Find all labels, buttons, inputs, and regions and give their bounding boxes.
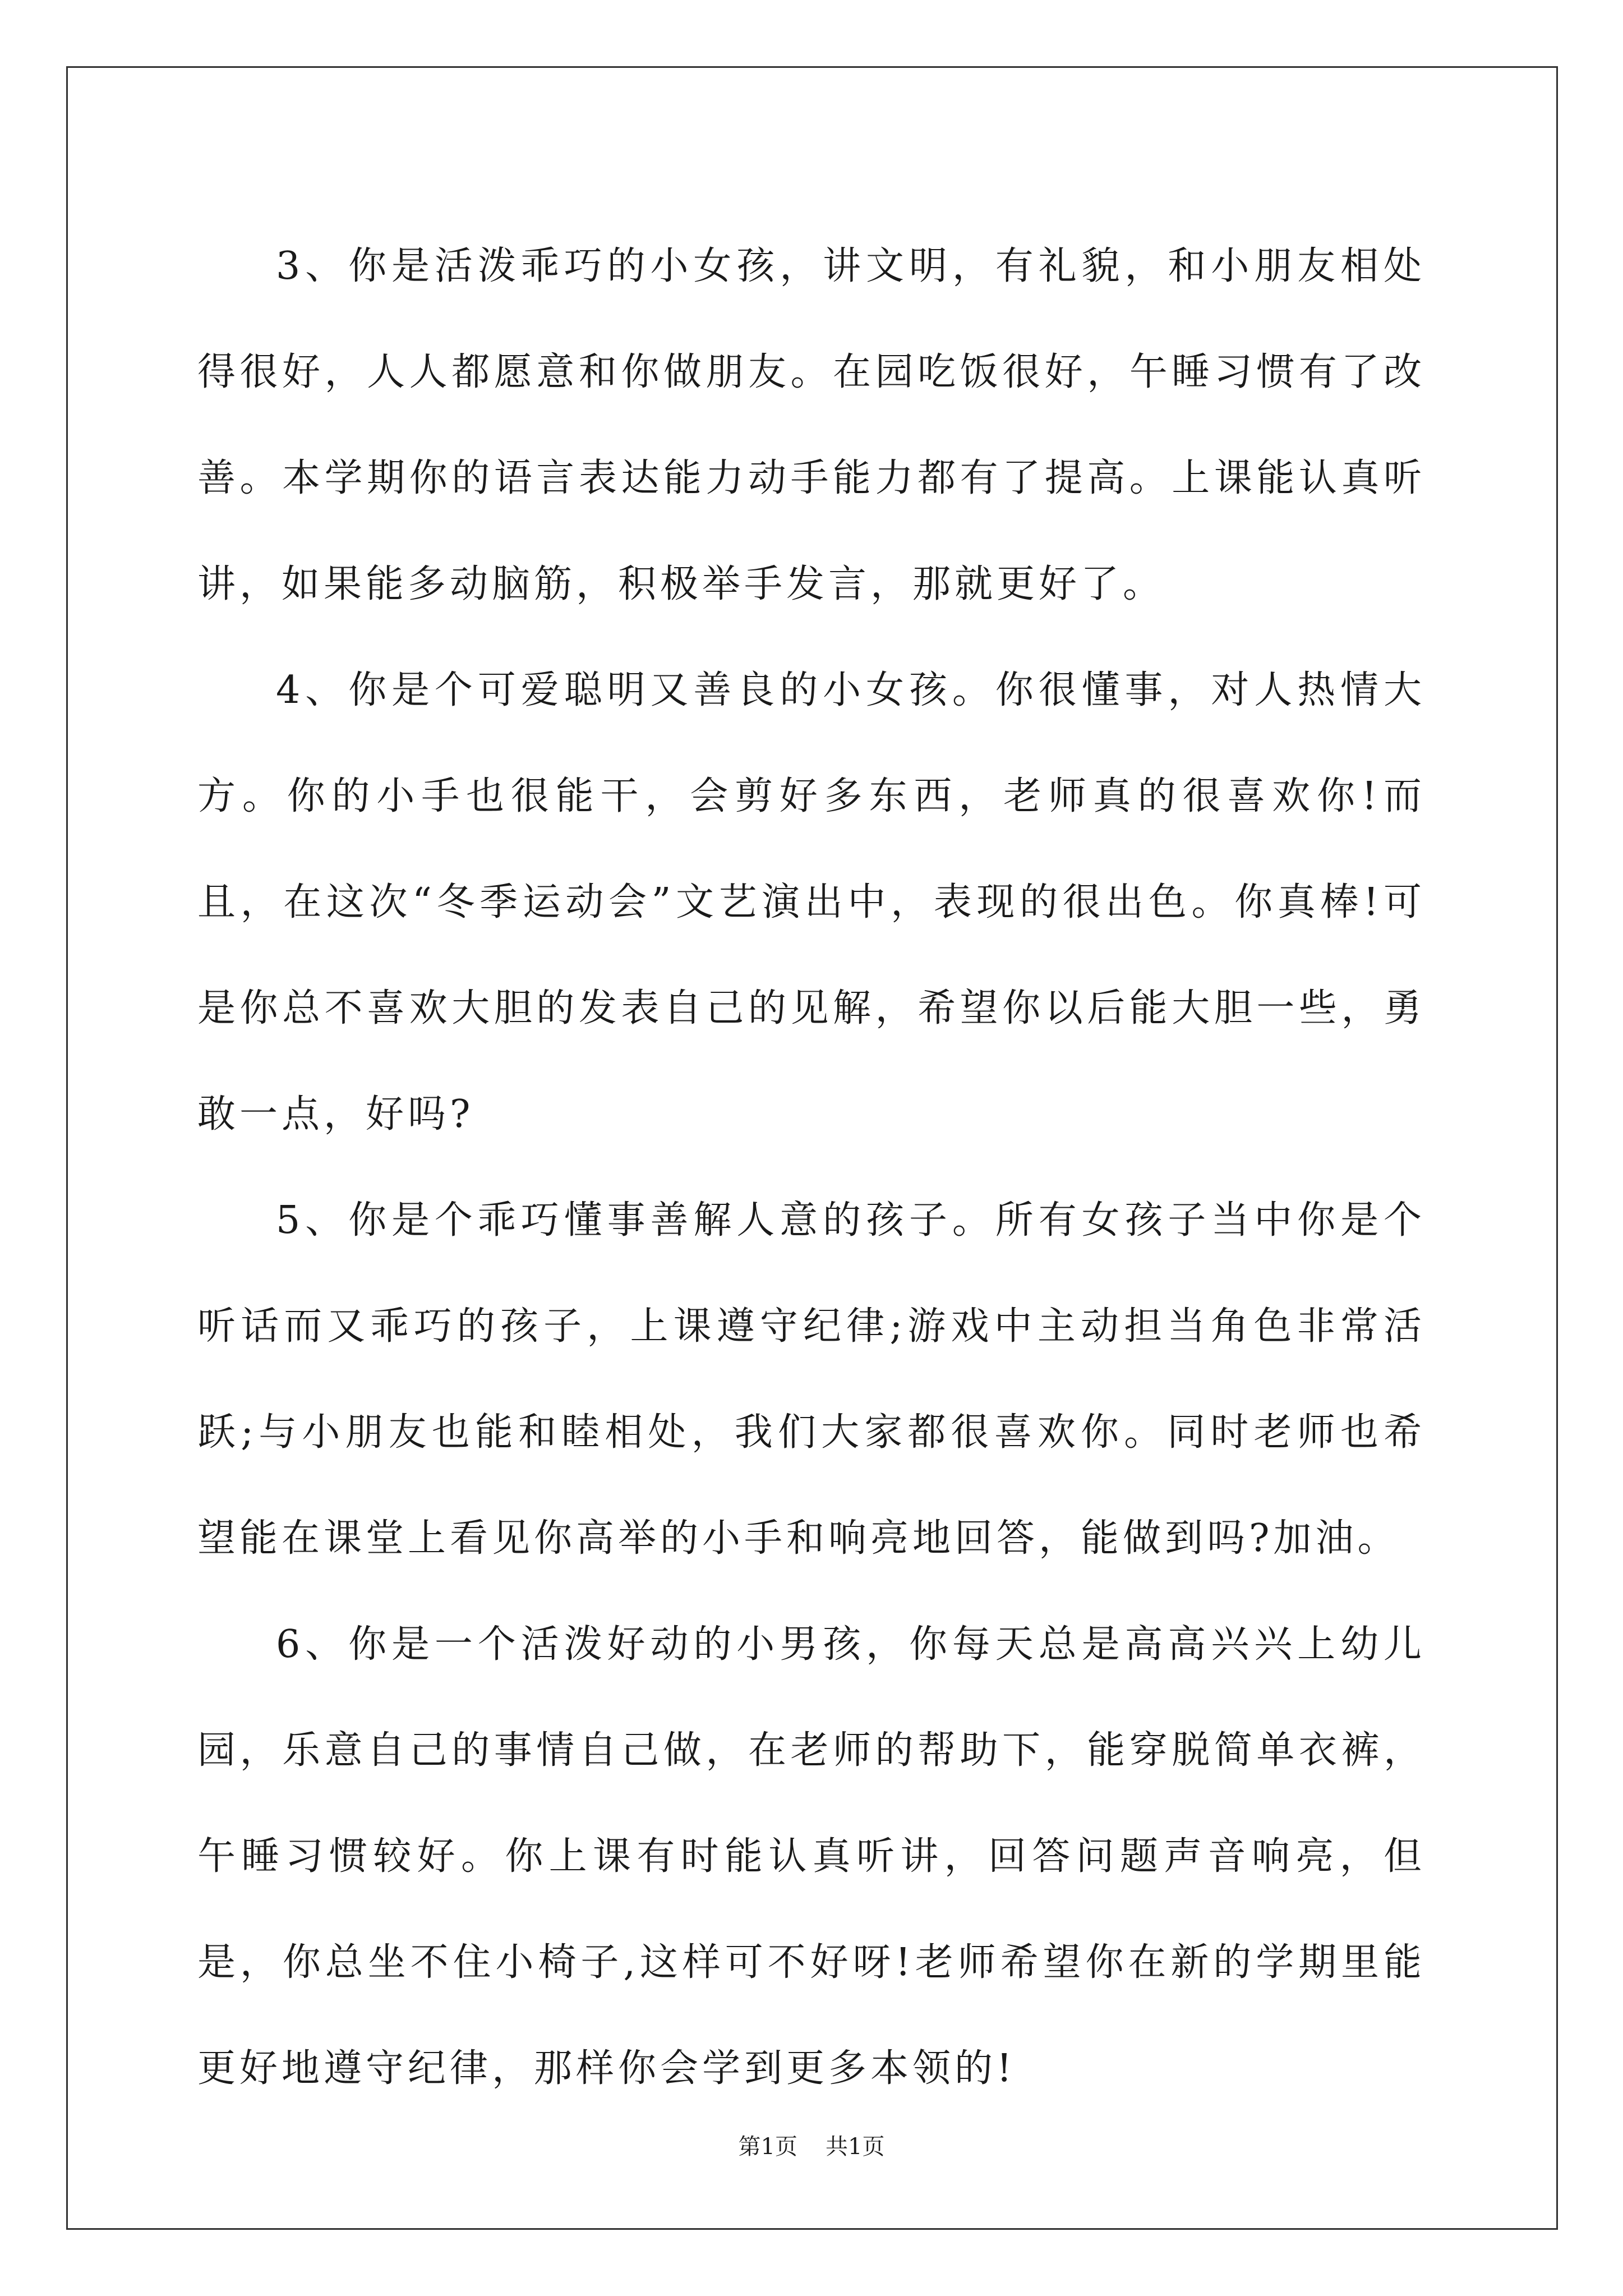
paragraph-5: 5、你是个乖巧懂事善解人意的孩子。所有女孩子当中你是个听话而又乖巧的孩子，上课遵守纪律;游戏中主动担当角色非常活跃;与小朋友也能和睦相处，我们大家都很喜欢你。同时老师也希望能在课堂上看见你高举的小手和响亮地回答，能做到吗?加油。 xyxy=(197,1198,1426,1561)
paragraph-4: 4、你是个可爱聪明又善良的小女孩。你很懂事，对人热情大方。你的小手也很能干，会剪好多东西，老师真的很喜欢你!而且，在这次“冬季运动会”文艺演出中，表现的很出色。你真棒!可是你总不喜欢大胆的发表自己的见解，希望你以后能大胆一些，勇敢一点，好吗? xyxy=(197,668,1426,1137)
page-number: 第1页 xyxy=(738,2134,797,2160)
paragraph-6: 6、你是一个活泼好动的小男孩，你每天总是高高兴兴上幼儿园，乐意自己的事情自己做，在老师的帮助下，能穿脱简单衣裤，午睡习惯较好。你上课有时能认真听讲，回答问题声音响亮，但是，你总坐不住小椅子,这样可不好呀!老师希望你在新的学期里能更好地遵守纪律，那样你会学到更多本领的! xyxy=(197,1622,1426,2091)
page-footer xyxy=(0,2129,1623,2161)
page-total: 共1页 xyxy=(826,2134,885,2160)
paragraph-3: 3、你是活泼乖巧的小女孩，讲文明，有礼貌，和小朋友相处得很好，人人都愿意和你做朋友。在园吃饭很好，午睡习惯有了改善。本学期你的语言表达能力动手能力都有了提高。上课能认真听讲，如果能多动脑筋，积极举手发言，那就更好了。 xyxy=(197,244,1426,606)
document-body xyxy=(197,213,1426,2122)
